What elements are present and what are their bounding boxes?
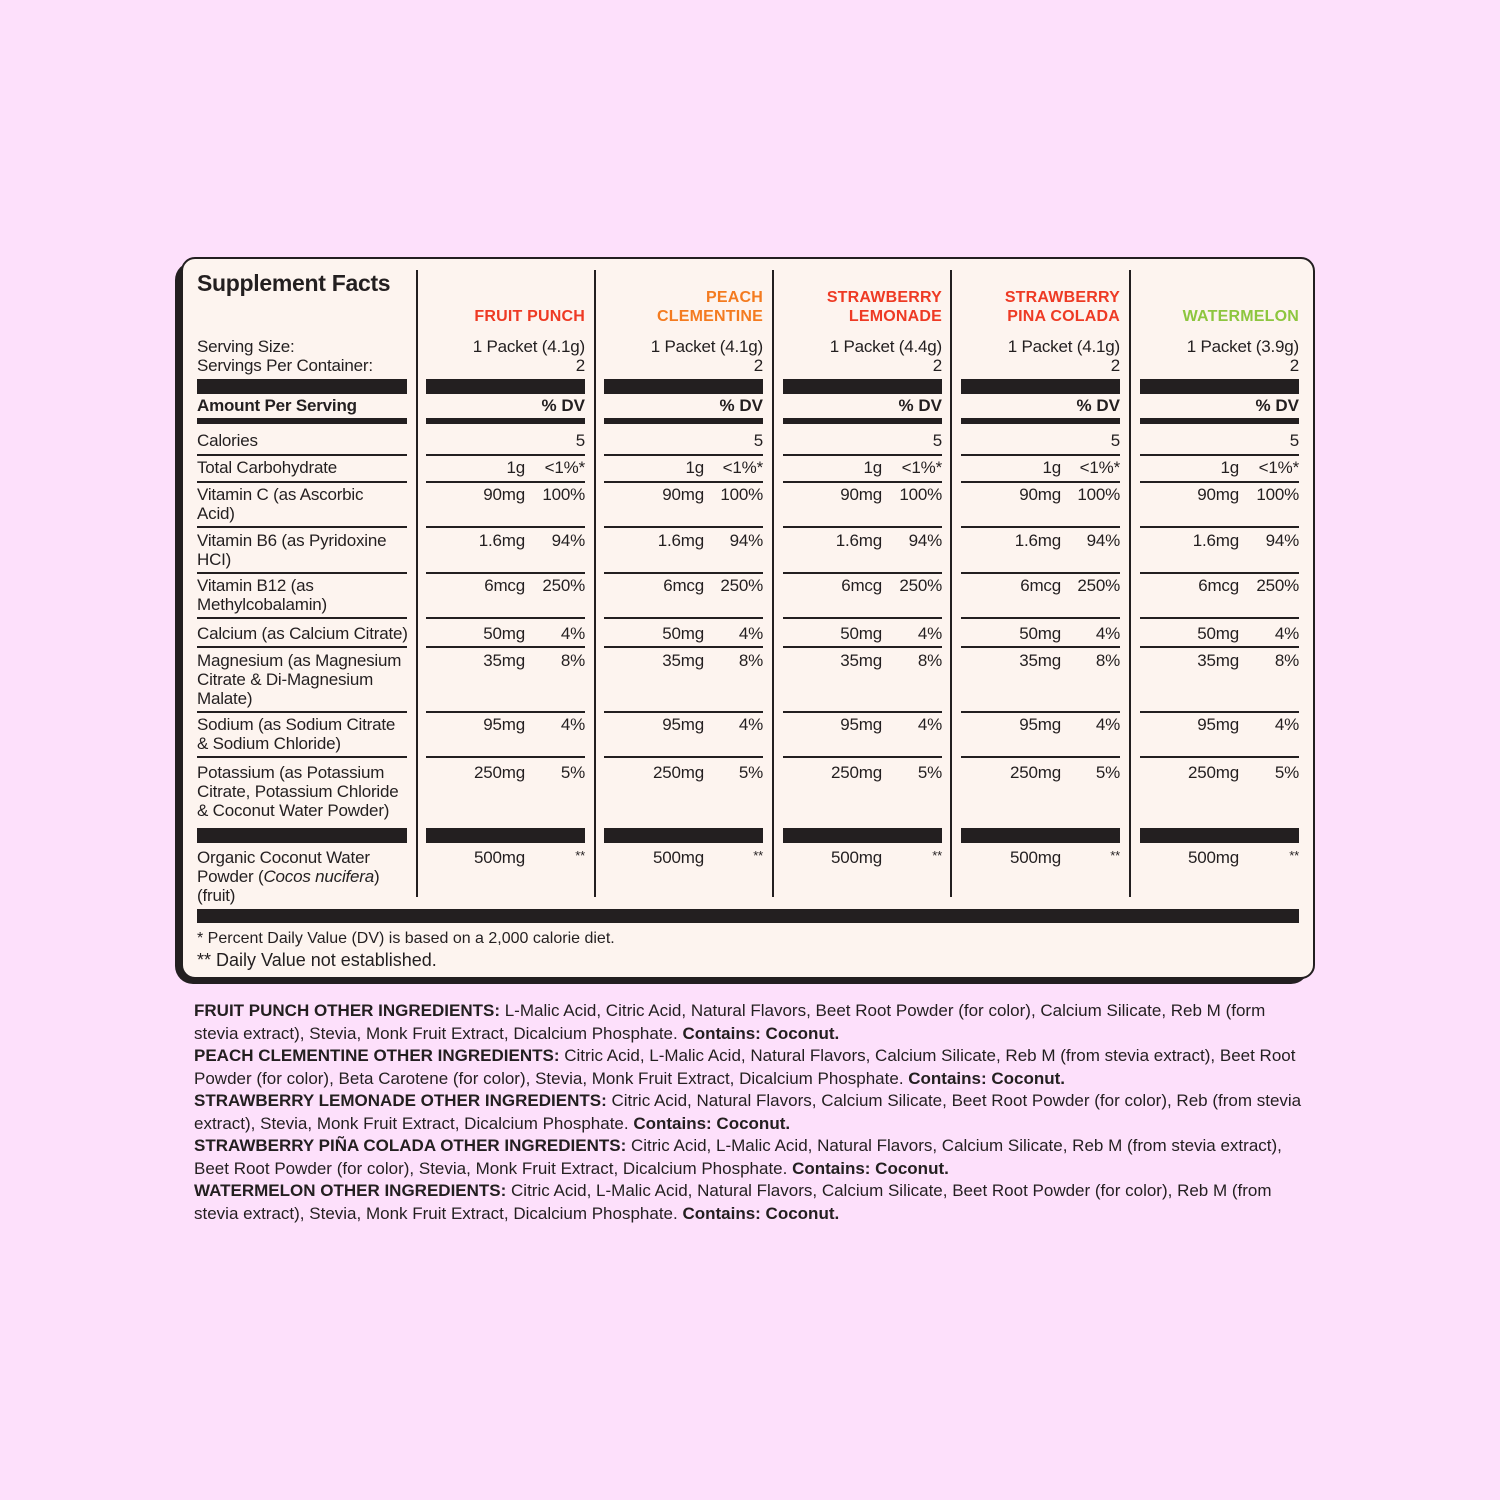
thick-rule <box>197 828 407 843</box>
thin-rule <box>961 646 1120 648</box>
thin-rule <box>783 526 942 528</box>
servings-per-container-value: 2 <box>932 356 942 375</box>
ingredients-watermelon: WATERMELON OTHER INGREDIENTS: Citric Acid, L-Malic Acid, Natural Flavors, Calcium Silicate, Beet Root Powder (for color), Reb M (from stevia extract), Stevia, Monk Fruit Extract, Dicalcium Phosphate. Contains: Coconut. <box>194 1181 1272 1223</box>
nutrient-dv: 4% <box>560 624 585 643</box>
coconut-dv: ** <box>1289 848 1299 863</box>
nutrient-label: Calories <box>197 431 258 450</box>
thin-rule <box>783 646 942 648</box>
nutrient-dv: 4% <box>1274 715 1299 734</box>
nutrient-dv: 4% <box>1274 624 1299 643</box>
thin-rule <box>783 454 942 456</box>
column-divider <box>594 270 596 897</box>
thin-rule <box>1140 481 1299 483</box>
thin-rule <box>1140 756 1299 758</box>
thick-rule <box>1140 379 1299 394</box>
thin-rule <box>1140 711 1299 713</box>
nutrient-amount: 1g <box>863 458 882 477</box>
serving-size-label: Serving Size: <box>197 337 295 356</box>
medium-rule <box>961 418 1120 424</box>
flavor-name-line2: WATERMELON <box>1182 308 1299 325</box>
nutrient-dv: 4% <box>917 624 942 643</box>
thin-rule <box>1140 526 1299 528</box>
coconut-dv: ** <box>575 848 585 863</box>
nutrient-dv: 4% <box>1095 624 1120 643</box>
nutrient-amount: 35mg <box>662 651 704 670</box>
thin-rule <box>1140 617 1299 619</box>
supplement-facts-title: Supplement Facts <box>197 270 391 296</box>
column-divider <box>950 270 952 897</box>
nutrient-dv: 4% <box>738 624 763 643</box>
thick-rule <box>961 828 1120 843</box>
nutrient-label: Citrate & Di-Magnesium <box>197 670 374 689</box>
thin-rule <box>197 481 407 483</box>
coconut-amount: 500mg <box>474 848 525 867</box>
thin-rule <box>197 756 407 758</box>
nutrient-dv: 250% <box>542 576 585 595</box>
nutrient-amount: 5 <box>1289 431 1299 450</box>
medium-rule <box>604 418 763 424</box>
nutrient-dv: 250% <box>1256 576 1299 595</box>
nutrient-amount: 6mcg <box>1020 576 1061 595</box>
thin-rule <box>604 756 763 758</box>
coconut-label-line1: Organic Coconut Water <box>197 848 370 867</box>
coconut-amount: 500mg <box>1188 848 1239 867</box>
thin-rule <box>426 526 585 528</box>
nutrient-label: Calcium (as Calcium Citrate) <box>197 624 408 643</box>
thin-rule <box>1140 572 1299 574</box>
nutrient-label: & Coconut Water Powder) <box>197 801 390 820</box>
nutrient-label: Vitamin B6 (as Pyridoxine <box>197 531 387 550</box>
nutrient-amount: 90mg <box>483 485 525 504</box>
nutrient-amount: 1g <box>1042 458 1061 477</box>
thin-rule <box>961 481 1120 483</box>
nutrient-dv: 250% <box>720 576 763 595</box>
nutrient-dv: 5% <box>1274 763 1299 782</box>
thin-rule <box>426 617 585 619</box>
nutrient-label: Methylcobalamin) <box>197 595 328 614</box>
nutrient-amount: 250mg <box>1188 763 1239 782</box>
flavor-name-line2: FRUIT PUNCH <box>474 308 585 325</box>
thin-rule <box>197 572 407 574</box>
other-ingredients-section <box>194 1000 1314 1225</box>
ingredients-fruit-punch: FRUIT PUNCH OTHER INGREDIENTS: L-Malic Acid, Citric Acid, Natural Flavors, Beet Root Powder (for color), Calcium Silicate, Reb M (form stevia extract), Stevia, Monk Fruit Extract, Dicalcium Phosphate. Contains: Coconut. <box>194 1001 1266 1043</box>
nutrient-amount: 35mg <box>1197 651 1239 670</box>
servings-per-container-value: 2 <box>1110 356 1120 375</box>
nutrient-amount: 1g <box>506 458 525 477</box>
nutrient-label: Total Carbohydrate <box>197 458 338 477</box>
thin-rule <box>604 646 763 648</box>
nutrient-amount: 5 <box>753 431 763 450</box>
nutrient-dv: 250% <box>1077 576 1120 595</box>
nutrient-amount: 1.6mg <box>1014 531 1061 550</box>
nutrient-amount: 35mg <box>483 651 525 670</box>
nutrient-amount: 6mcg <box>1198 576 1239 595</box>
nutrient-dv: <1%* <box>544 458 585 477</box>
thin-rule <box>426 756 585 758</box>
thin-rule <box>426 572 585 574</box>
medium-rule <box>426 418 585 424</box>
nutrient-amount: 250mg <box>653 763 704 782</box>
thick-rule <box>426 828 585 843</box>
ingredients-strawberry-lemonade: STRAWBERRY LEMONADE OTHER INGREDIENTS: Citric Acid, Natural Flavors, Calcium Silicate, Beet Root Powder (for color), Reb (from stevia extract), Stevia, Monk Fruit Extract, Dicalcium Phosphate. Contains: Coconut. <box>194 1091 1302 1133</box>
column-divider <box>1129 270 1131 897</box>
thick-rule <box>1140 828 1299 843</box>
footnote-not-established: ** Daily Value not established. <box>197 950 437 970</box>
dv-header: % DV <box>1255 396 1299 415</box>
nutrient-label: & Sodium Chloride) <box>197 734 341 753</box>
serving-size-value: 1 Packet (4.4g) <box>829 337 942 356</box>
servings-per-container-value: 2 <box>1289 356 1299 375</box>
nutrient-amount: 95mg <box>1019 715 1061 734</box>
flavor-name-line1: PEACH <box>705 289 763 306</box>
thin-rule <box>426 711 585 713</box>
nutrient-dv: 100% <box>542 485 585 504</box>
flavor-name-line1: STRAWBERRY <box>826 289 942 306</box>
medium-rule <box>197 418 407 424</box>
dv-header: % DV <box>898 396 942 415</box>
nutrient-dv: 100% <box>1256 485 1299 504</box>
nutrient-amount: 250mg <box>474 763 525 782</box>
nutrient-dv: 8% <box>560 651 585 670</box>
nutrient-dv: 100% <box>1077 485 1120 504</box>
column-divider <box>772 270 774 897</box>
nutrient-amount: 5 <box>1110 431 1120 450</box>
nutrient-label: HCI) <box>197 550 232 569</box>
nutrient-dv: 94% <box>729 531 763 550</box>
nutrient-amount: 1.6mg <box>478 531 525 550</box>
thin-rule <box>961 756 1120 758</box>
nutrient-amount: 50mg <box>1197 624 1239 643</box>
nutrient-amount: 1.6mg <box>835 531 882 550</box>
thin-rule <box>961 711 1120 713</box>
nutrient-dv: 94% <box>551 531 585 550</box>
coconut-dv: ** <box>753 848 763 863</box>
nutrient-label: Acid) <box>197 504 235 523</box>
nutrient-label: Citrate, Potassium Chloride <box>197 782 399 801</box>
nutrient-amount: 50mg <box>1019 624 1061 643</box>
thin-rule <box>197 711 407 713</box>
thin-rule <box>197 617 407 619</box>
dv-header: % DV <box>1076 396 1120 415</box>
thin-rule <box>426 454 585 456</box>
serving-size-value: 1 Packet (4.1g) <box>1007 337 1120 356</box>
flavor-name-line2: PINA COLADA <box>1007 308 1120 325</box>
thin-rule <box>783 711 942 713</box>
thick-rule <box>426 379 585 394</box>
dv-header: % DV <box>719 396 763 415</box>
thin-rule <box>604 454 763 456</box>
medium-rule <box>1140 418 1299 424</box>
thin-rule <box>426 481 585 483</box>
thick-rule <box>783 828 942 843</box>
thick-rule <box>197 379 407 394</box>
serving-size-value: 1 Packet (4.1g) <box>650 337 763 356</box>
thin-rule <box>604 711 763 713</box>
nutrient-dv: 5% <box>1095 763 1120 782</box>
serving-size-value: 1 Packet (4.1g) <box>472 337 585 356</box>
nutrient-amount: 1.6mg <box>1192 531 1239 550</box>
nutrient-amount: 250mg <box>831 763 882 782</box>
thin-rule <box>604 572 763 574</box>
nutrient-dv: 100% <box>899 485 942 504</box>
nutrient-amount: 5 <box>575 431 585 450</box>
nutrient-amount: 95mg <box>1197 715 1239 734</box>
footnote-dv: * Percent Daily Value (DV) is based on a 2,000 calorie diet. <box>197 930 615 947</box>
coconut-label-line2: Powder (Cocos nucifera) <box>197 867 380 886</box>
nutrient-amount: 6mcg <box>484 576 525 595</box>
nutrient-amount: 35mg <box>1019 651 1061 670</box>
coconut-dv: ** <box>1110 848 1120 863</box>
nutrient-dv: 4% <box>560 715 585 734</box>
serving-size-value: 1 Packet (3.9g) <box>1186 337 1299 356</box>
nutrient-amount: 50mg <box>662 624 704 643</box>
thin-rule <box>783 756 942 758</box>
nutrient-dv: 250% <box>899 576 942 595</box>
nutrient-label: Sodium (as Sodium Citrate <box>197 715 396 734</box>
nutrient-dv: 8% <box>1095 651 1120 670</box>
nutrient-amount: 90mg <box>1197 485 1239 504</box>
coconut-amount: 500mg <box>653 848 704 867</box>
coconut-latin-name: Cocos nucifera <box>263 867 375 886</box>
nutrient-label: Potassium (as Potassium <box>197 763 385 782</box>
nutrient-amount: 6mcg <box>841 576 882 595</box>
nutrient-dv: <1%* <box>1258 458 1299 477</box>
nutrient-amount: 50mg <box>483 624 525 643</box>
nutrient-dv: 5% <box>738 763 763 782</box>
nutrient-amount: 1g <box>1220 458 1239 477</box>
nutrient-amount: 35mg <box>840 651 882 670</box>
nutrient-amount: 250mg <box>1010 763 1061 782</box>
thin-rule <box>961 617 1120 619</box>
nutrient-dv: <1%* <box>1079 458 1120 477</box>
thin-rule <box>961 454 1120 456</box>
nutrient-label: Malate) <box>197 689 253 708</box>
nutrient-dv: 4% <box>738 715 763 734</box>
thin-rule <box>197 454 407 456</box>
thin-rule <box>426 646 585 648</box>
thin-rule <box>783 617 942 619</box>
ingredients-strawberry-pina-colada: STRAWBERRY PIÑA COLADA OTHER INGREDIENTS: Citric Acid, L-Malic Acid, Natural Flavors, Calcium Silicate, Reb M (from stevia extract), Beet Root Powder (for color), Stevia, Monk Fruit Extract, Dicalcium Phosphate. Contains: Coconut. <box>194 1136 1282 1178</box>
bottom-thick-rule <box>197 909 1299 923</box>
coconut-label-line3: (fruit) <box>197 886 236 905</box>
nutrient-label: Magnesium (as Magnesium <box>197 651 402 670</box>
thin-rule <box>604 526 763 528</box>
thin-rule <box>197 526 407 528</box>
servings-per-container-value: 2 <box>575 356 585 375</box>
dv-header: % DV <box>541 396 585 415</box>
nutrient-dv: 94% <box>908 531 942 550</box>
ingredients-peach-clementine: PEACH CLEMENTINE OTHER INGREDIENTS: Citric Acid, L-Malic Acid, Natural Flavors, Calcium Silicate, Reb M (from stevia extract), Beet Root Powder (for color), Beta Carotene (for color), Stevia, Monk Fruit Extract, Dicalcium Phosphate. Contains: Coconut. <box>194 1046 1296 1088</box>
thin-rule <box>604 617 763 619</box>
nutrient-amount: 90mg <box>1019 485 1061 504</box>
nutrient-dv: 5% <box>917 763 942 782</box>
thin-rule <box>604 481 763 483</box>
coconut-amount: 500mg <box>1010 848 1061 867</box>
column-divider <box>416 270 418 897</box>
nutrient-amount: 50mg <box>840 624 882 643</box>
nutrient-dv: 8% <box>917 651 942 670</box>
nutrient-label: Vitamin B12 (as <box>197 576 314 595</box>
nutrient-dv: 4% <box>917 715 942 734</box>
thin-rule <box>1140 454 1299 456</box>
medium-rule <box>783 418 942 424</box>
nutrient-amount: 95mg <box>662 715 704 734</box>
nutrient-amount: 95mg <box>840 715 882 734</box>
thin-rule <box>783 572 942 574</box>
nutrient-amount: 95mg <box>483 715 525 734</box>
nutrient-amount: 1.6mg <box>657 531 704 550</box>
servings-per-container-value: 2 <box>753 356 763 375</box>
thin-rule <box>961 526 1120 528</box>
nutrient-dv: 4% <box>1095 715 1120 734</box>
coconut-dv: ** <box>932 848 942 863</box>
nutrient-dv: 94% <box>1265 531 1299 550</box>
thick-rule <box>961 379 1120 394</box>
thin-rule <box>783 481 942 483</box>
nutrient-dv: <1%* <box>901 458 942 477</box>
thin-rule <box>1140 646 1299 648</box>
flavor-name-line2: LEMONADE <box>848 308 942 325</box>
nutrient-amount: 90mg <box>662 485 704 504</box>
coconut-amount: 500mg <box>831 848 882 867</box>
nutrient-dv: 100% <box>720 485 763 504</box>
nutrient-dv: 8% <box>738 651 763 670</box>
nutrient-dv: <1%* <box>722 458 763 477</box>
thin-rule <box>197 646 407 648</box>
thick-rule <box>604 379 763 394</box>
amount-per-serving-label: Amount Per Serving <box>197 396 357 415</box>
nutrient-amount: 1g <box>685 458 704 477</box>
servings-per-container-label: Servings Per Container: <box>197 356 373 375</box>
flavor-name-line2: CLEMENTINE <box>657 308 763 325</box>
thick-rule <box>604 828 763 843</box>
nutrient-amount: 5 <box>932 431 942 450</box>
nutrient-dv: 8% <box>1274 651 1299 670</box>
flavor-name-line1: STRAWBERRY <box>1004 289 1120 306</box>
nutrient-dv: 94% <box>1086 531 1120 550</box>
nutrient-amount: 6mcg <box>663 576 704 595</box>
nutrient-dv: 5% <box>560 763 585 782</box>
nutrient-amount: 90mg <box>840 485 882 504</box>
thin-rule <box>961 572 1120 574</box>
nutrient-label: Vitamin C (as Ascorbic <box>197 485 364 504</box>
thick-rule <box>783 379 942 394</box>
